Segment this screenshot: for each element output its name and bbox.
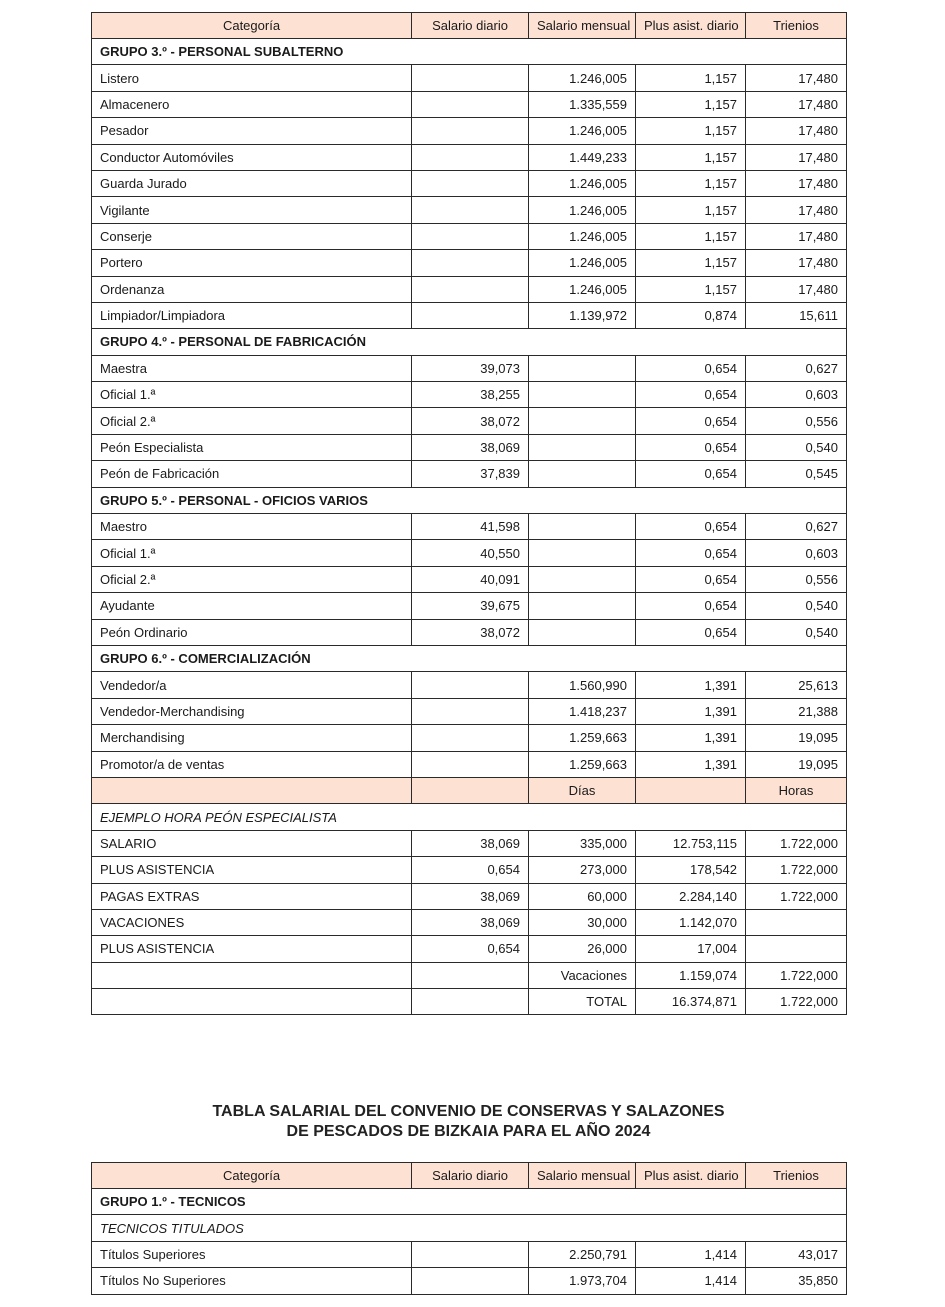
group-row [92,1189,847,1215]
cell-categoria: Vendedor/a [92,672,412,698]
cell-salario-mensual: 1.418,237 [529,698,636,724]
cell-plus-asist: 1,157 [636,197,746,223]
cell-salario-mensual: 1.246,005 [529,197,636,223]
subgroup-title: TECNICOS TITULADOS [92,1215,847,1241]
cell-plus-asist: 0,654 [636,566,746,592]
cell-trienios: 0,603 [746,540,847,566]
cell-salario-mensual: 1.139,972 [529,302,636,328]
cell-categoria: Títulos Superiores [92,1241,412,1267]
cell-salario-diario [412,197,529,223]
cell-trienios: 17,480 [746,91,847,117]
cell-categoria: Ayudante [92,593,412,619]
cell-plus-asist: 16.374,871 [636,989,746,1015]
table-row [92,962,847,988]
group-title: GRUPO 5.º - PERSONAL - OFICIOS VARIOS [92,487,847,513]
col-header-trienios: Trienios [746,1163,847,1189]
cell-plus-asist: 12.753,115 [636,830,746,856]
cell-categoria: Vendedor-Merchandising [92,698,412,724]
subheader-cell [92,777,412,803]
cell-salario-diario: 40,550 [412,540,529,566]
cell-salario-mensual: 1.335,559 [529,91,636,117]
cell-salario-mensual: 1.246,005 [529,250,636,276]
table-row [92,223,847,249]
subgroup-row [92,1215,847,1241]
table-row [92,408,847,434]
group-title: GRUPO 1.º - TECNICOS [92,1189,847,1215]
col-header-salario-diario: Salario diario [412,13,529,39]
cell-salario-mensual [529,461,636,487]
cell-salario-diario: 38,069 [412,830,529,856]
cell-plus-asist: 0,874 [636,302,746,328]
cell-trienios: 0,556 [746,566,847,592]
col-header-plus-asist: Plus asist. diario [636,1163,746,1189]
cell-categoria: Títulos No Superiores [92,1268,412,1294]
cell-trienios: 0,556 [746,408,847,434]
cell-salario-mensual [529,355,636,381]
cell-categoria: Almacenero [92,91,412,117]
cell-salario-diario: 41,598 [412,514,529,540]
cell-categoria: Portero [92,250,412,276]
example-subheader-row [92,777,847,803]
cell-salario-mensual: Vacaciones [529,962,636,988]
cell-plus-asist: 1,157 [636,91,746,117]
cell-trienios: 35,850 [746,1268,847,1294]
cell-salario-diario [412,91,529,117]
cell-salario-diario: 38,255 [412,382,529,408]
cell-plus-asist: 1.159,074 [636,962,746,988]
table-row [92,672,847,698]
cell-trienios: 15,611 [746,302,847,328]
group-title: GRUPO 3.º - PERSONAL SUBALTERNO [92,39,847,65]
cell-salario-mensual: TOTAL [529,989,636,1015]
cell-trienios: 0,627 [746,355,847,381]
cell-categoria: Guarda Jurado [92,170,412,196]
example-title-row [92,804,847,830]
section-title [91,1102,846,1142]
cell-categoria: Oficial 2.ª [92,408,412,434]
cell-plus-asist: 1,157 [636,170,746,196]
cell-trienios: 0,540 [746,619,847,645]
table-row [92,1241,847,1267]
cell-categoria [92,962,412,988]
cell-salario-diario [412,276,529,302]
cell-salario-mensual: 1.246,005 [529,118,636,144]
cell-trienios: 25,613 [746,672,847,698]
cell-salario-diario: 0,654 [412,936,529,962]
cell-plus-asist: 17,004 [636,936,746,962]
cell-plus-asist: 0,654 [636,408,746,434]
table-row [92,144,847,170]
table-header-row [92,13,847,39]
cell-categoria: Listero [92,65,412,91]
subheader-cell [412,777,529,803]
cell-salario-mensual: 30,000 [529,909,636,935]
cell-trienios: 0,540 [746,593,847,619]
table-row [92,698,847,724]
cell-salario-diario [412,989,529,1015]
cell-salario-diario: 38,069 [412,434,529,460]
cell-trienios: 19,095 [746,751,847,777]
cell-trienios: 0,603 [746,382,847,408]
cell-salario-diario [412,962,529,988]
cell-trienios: 1.722,000 [746,830,847,856]
cell-trienios: 17,480 [746,197,847,223]
cell-plus-asist: 0,654 [636,540,746,566]
cell-salario-diario [412,302,529,328]
table-row [92,355,847,381]
cell-plus-asist: 1,391 [636,672,746,698]
cell-trienios: 21,388 [746,698,847,724]
cell-categoria: Peón Especialista [92,434,412,460]
col-header-trienios: Trienios [746,13,847,39]
cell-salario-mensual: 1.246,005 [529,276,636,302]
table-row [92,1268,847,1294]
cell-categoria: PLUS ASISTENCIA [92,936,412,962]
table-row [92,566,847,592]
table-row [92,276,847,302]
cell-trienios [746,909,847,935]
col-header-plus-asist: Plus asist. diario [636,13,746,39]
table-row [92,382,847,408]
cell-salario-mensual: 335,000 [529,830,636,856]
cell-salario-mensual: 1.246,005 [529,65,636,91]
table-row [92,461,847,487]
cell-salario-diario: 38,069 [412,883,529,909]
cell-salario-diario: 0,654 [412,857,529,883]
cell-salario-mensual: 26,000 [529,936,636,962]
cell-plus-asist: 1,391 [636,725,746,751]
cell-categoria: Vigilante [92,197,412,223]
cell-salario-diario [412,751,529,777]
cell-salario-mensual [529,619,636,645]
cell-salario-mensual: 1.560,990 [529,672,636,698]
table-row [92,250,847,276]
col-header-salario-mensual: Salario mensual [529,13,636,39]
cell-trienios: 17,480 [746,276,847,302]
table-row [92,909,847,935]
cell-trienios: 1.722,000 [746,883,847,909]
table-row [92,514,847,540]
cell-salario-mensual: 1.449,233 [529,144,636,170]
col-header-categoria: Categoría [92,1163,412,1189]
cell-plus-asist: 0,654 [636,434,746,460]
table-row [92,751,847,777]
col-header-salario-diario: Salario diario [412,1163,529,1189]
cell-categoria: Oficial 1.ª [92,382,412,408]
group-row [92,487,847,513]
section-title-line-1: TABLA SALARIAL DEL CONVENIO DE CONSERVAS Y SALAZONES [212,1103,725,1120]
cell-categoria: Conserje [92,223,412,249]
table-row [92,883,847,909]
cell-salario-mensual [529,434,636,460]
table-row [92,936,847,962]
cell-plus-asist: 0,654 [636,355,746,381]
table-row [92,857,847,883]
cell-categoria: VACACIONES [92,909,412,935]
cell-plus-asist: 2.284,140 [636,883,746,909]
cell-salario-mensual: 1.259,663 [529,751,636,777]
cell-salario-diario [412,698,529,724]
cell-salario-mensual [529,566,636,592]
cell-trienios: 17,480 [746,223,847,249]
group-title: GRUPO 4.º - PERSONAL DE FABRICACIÓN [92,329,847,355]
cell-trienios: 17,480 [746,250,847,276]
cell-categoria: Pesador [92,118,412,144]
group-row [92,39,847,65]
table-row [92,91,847,117]
table-row [92,118,847,144]
cell-salario-diario: 40,091 [412,566,529,592]
cell-categoria: Peón Ordinario [92,619,412,645]
cell-categoria: Maestra [92,355,412,381]
group-title: GRUPO 6.º - COMERCIALIZACIÓN [92,645,847,671]
cell-plus-asist: 1,414 [636,1241,746,1267]
subheader-cell [636,777,746,803]
cell-salario-mensual: 1.246,005 [529,170,636,196]
cell-plus-asist: 1,391 [636,751,746,777]
cell-salario-diario [412,144,529,170]
cell-trienios [746,936,847,962]
cell-plus-asist: 1,157 [636,276,746,302]
cell-salario-mensual: 60,000 [529,883,636,909]
cell-trienios: 43,017 [746,1241,847,1267]
cell-salario-diario [412,223,529,249]
cell-trienios: 17,480 [746,65,847,91]
cell-salario-diario: 38,072 [412,619,529,645]
cell-categoria: Limpiador/Limpiadora [92,302,412,328]
cell-trienios: 0,545 [746,461,847,487]
cell-trienios: 0,540 [746,434,847,460]
table-row [92,197,847,223]
cell-trienios: 17,480 [746,144,847,170]
cell-plus-asist: 1.142,070 [636,909,746,935]
cell-salario-mensual: 1.973,704 [529,1268,636,1294]
cell-categoria: Promotor/a de ventas [92,751,412,777]
cell-trienios: 17,480 [746,170,847,196]
cell-salario-diario: 38,072 [412,408,529,434]
cell-salario-mensual [529,593,636,619]
cell-categoria: Peón de Fabricación [92,461,412,487]
table-row [92,830,847,856]
cell-salario-diario [412,250,529,276]
cell-categoria: Conductor Automóviles [92,144,412,170]
cell-salario-mensual [529,382,636,408]
cell-salario-mensual: 2.250,791 [529,1241,636,1267]
cell-salario-diario [412,1241,529,1267]
table-row [92,619,847,645]
group-row [92,645,847,671]
cell-plus-asist: 0,654 [636,514,746,540]
salary-table-2023 [91,12,847,1015]
cell-salario-mensual [529,514,636,540]
cell-salario-diario [412,118,529,144]
table-row [92,434,847,460]
table-row [92,593,847,619]
cell-plus-asist: 0,654 [636,461,746,487]
cell-categoria: Maestro [92,514,412,540]
cell-salario-diario: 37,839 [412,461,529,487]
cell-plus-asist: 1,391 [636,698,746,724]
cell-plus-asist: 1,157 [636,65,746,91]
cell-trienios: 1.722,000 [746,857,847,883]
cell-salario-diario: 39,073 [412,355,529,381]
cell-trienios: 0,627 [746,514,847,540]
cell-salario-diario: 39,675 [412,593,529,619]
cell-salario-diario [412,672,529,698]
cell-salario-diario [412,170,529,196]
cell-salario-mensual: 1.259,663 [529,725,636,751]
cell-salario-mensual: 273,000 [529,857,636,883]
cell-salario-mensual [529,408,636,434]
cell-salario-diario [412,725,529,751]
cell-plus-asist: 1,414 [636,1268,746,1294]
cell-salario-diario: 38,069 [412,909,529,935]
table-row [92,725,847,751]
group-row [92,329,847,355]
cell-categoria: SALARIO [92,830,412,856]
cell-salario-diario [412,65,529,91]
cell-salario-mensual: 1.246,005 [529,223,636,249]
cell-categoria: PLUS ASISTENCIA [92,857,412,883]
cell-categoria [92,989,412,1015]
table-row [92,170,847,196]
cell-salario-mensual [529,540,636,566]
col-header-salario-mensual: Salario mensual [529,1163,636,1189]
cell-trienios: 1.722,000 [746,989,847,1015]
cell-trienios: 19,095 [746,725,847,751]
cell-plus-asist: 0,654 [636,619,746,645]
cell-plus-asist: 1,157 [636,144,746,170]
subheader-cell: Horas [746,777,847,803]
salary-table-2024 [91,1162,847,1295]
col-header-categoria: Categoría [92,13,412,39]
cell-plus-asist: 1,157 [636,223,746,249]
section-title-line-2: DE PESCADOS DE BIZKAIA PARA EL AÑO 2024 [286,1123,651,1140]
table-row [92,302,847,328]
cell-categoria: PAGAS EXTRAS [92,883,412,909]
example-title: EJEMPLO HORA PEÓN ESPECIALISTA [92,804,847,830]
cell-plus-asist: 1,157 [636,250,746,276]
table-header-row [92,1163,847,1189]
table-row [92,540,847,566]
cell-salario-diario [412,1268,529,1294]
cell-categoria: Oficial 2.ª [92,566,412,592]
cell-plus-asist: 0,654 [636,593,746,619]
table-row [92,989,847,1015]
cell-categoria: Merchandising [92,725,412,751]
cell-plus-asist: 1,157 [636,118,746,144]
cell-plus-asist: 0,654 [636,382,746,408]
cell-categoria: Oficial 1.ª [92,540,412,566]
table-row [92,65,847,91]
cell-trienios: 17,480 [746,118,847,144]
cell-plus-asist: 178,542 [636,857,746,883]
subheader-cell: Días [529,777,636,803]
cell-categoria: Ordenanza [92,276,412,302]
cell-trienios: 1.722,000 [746,962,847,988]
